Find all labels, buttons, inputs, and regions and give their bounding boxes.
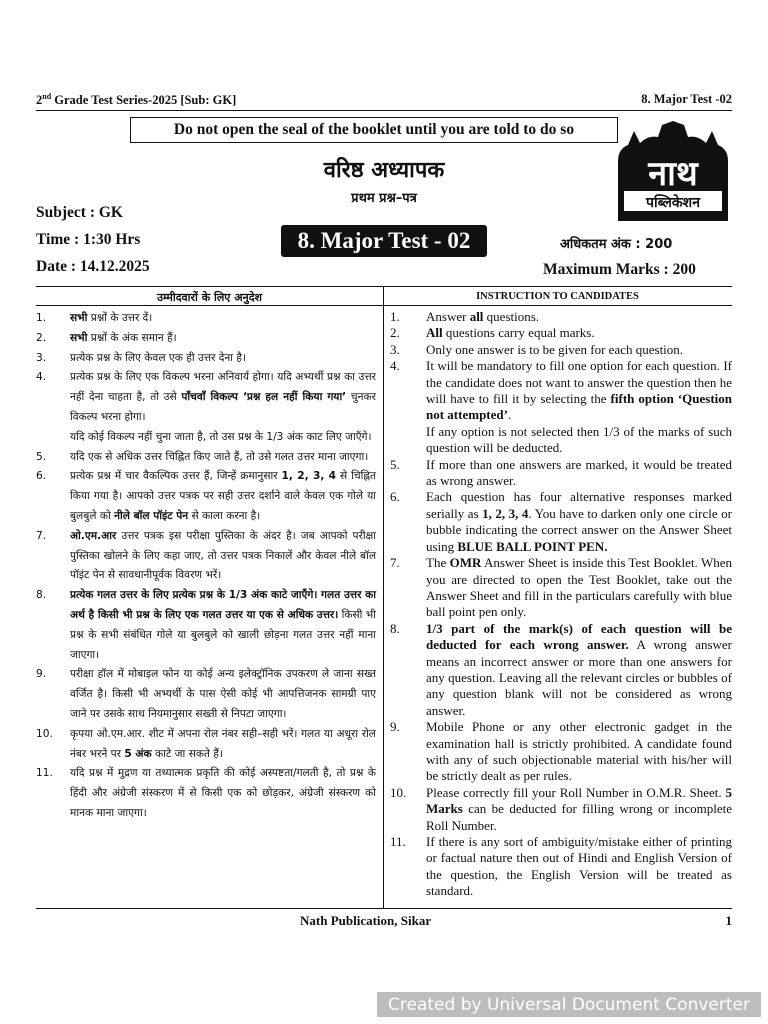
instruction-number: 4. (36, 371, 47, 384)
instruction-emphasis: all (469, 309, 484, 324)
instruction-emphasis: पाँचवाँ विकल्प ‘प्रश्न हल नहीं किया गया’ (181, 391, 347, 404)
instruction-fragment: Mobile Phone or any other electronic gadget in the examination hall is strictly prohibited. A candidate found with any of such objectionable material with his/her will be strictly dealt as per rules. (426, 719, 732, 784)
instruction-text (426, 555, 732, 621)
instruction-text (426, 358, 732, 456)
instructions-list-hindi (36, 309, 376, 824)
instruction-fragment: से काला करना है। (188, 509, 261, 522)
instruction-fragment: It will be mandatory to fill one option for each question. If the candidate does not want to answer the question then he will have to fill it by selecting the (426, 358, 732, 407)
instruction-item (36, 309, 376, 329)
instruction-note: यदि कोई विकल्प नहीं चुना जाता है, तो उस प्रश्न के 1/3 अंक काट लिए जाएँगे। (70, 430, 372, 443)
instruction-item (390, 325, 732, 341)
instruction-text (70, 665, 376, 724)
instruction-number: 9. (390, 719, 400, 735)
instruction-text (426, 457, 732, 490)
max-marks-hindi: अधिकतम अंक : 200 (560, 237, 673, 252)
instruction-fragment: यदि प्रश्न में मुद्रण या तथ्यात्मक प्रकृति की कोई अस्पष्टता/गलती है, तो प्रश्न के हिंदी और अंग्रेजी संस्करण में से किसी एक को छोड़कर, अंग्रेजी संस्करण को मानक माना जाएगा। (70, 767, 376, 819)
instruction-item (390, 489, 732, 555)
paper-subtitle-hindi: प्रथम प्रश्न–पत्र (351, 191, 417, 206)
instruction-number: 1. (36, 312, 47, 324)
publisher-footer: Nath Publication, Sikar (300, 913, 432, 928)
instruction-text (426, 342, 732, 358)
instruction-number: 8. (36, 589, 47, 602)
instruction-fragment: कृपया ओ.एम.आर. शीट में अपना रोल नंबर सही–सही भरें। गलत या अधूरा रोल नंबर भरने पर (70, 727, 376, 760)
instruction-text (426, 309, 732, 325)
instructions-list-english (390, 309, 732, 900)
instruction-fragment: If there is any sort of ambiguity/mistake either of printing or factual nature then out of Hindi and English Version of the question, the English Version will be treated as standard. (426, 834, 732, 899)
time-label: Time : 1:30 Hrs (36, 231, 141, 248)
instruction-fragment: can be deducted for filling wrong or incomplete Roll Number. (426, 801, 732, 833)
instruction-emphasis: All (426, 325, 443, 341)
instruction-text (426, 785, 732, 834)
test-name-badge: 8. Major Test - 02 (281, 225, 487, 257)
table-head-rule (36, 305, 732, 306)
instruction-fragment: प्रश्नों के उत्तर दें। (87, 312, 153, 324)
instruction-item (36, 764, 376, 823)
instruction-number: 4. (390, 358, 400, 374)
instruction-number: 5. (36, 450, 47, 463)
instruction-emphasis: OMR (449, 555, 482, 571)
instruction-number: 6. (36, 470, 47, 483)
instruction-item (36, 329, 376, 349)
instructions-heading-hindi: उम्मीदवारों के लिए अनुदेश (156, 291, 263, 304)
subject-label: Subject : GK (36, 204, 123, 221)
instruction-text (70, 764, 376, 823)
instruction-text (70, 527, 376, 586)
instruction-text (70, 725, 376, 765)
instruction-number: 9. (36, 668, 47, 681)
instruction-item (36, 368, 376, 447)
instruction-number: 7. (36, 529, 47, 542)
instruction-number: 2. (36, 331, 47, 344)
instruction-emphasis: 1, 2, 3, 4 (281, 470, 337, 483)
publisher-logo (614, 121, 732, 221)
instruction-fragment: से चिह्नित किया गया है। आपको उत्तर पत्रक पर सही उत्तर दर्शाने वाले केवल एक गोले या बुलबुले को (70, 470, 377, 522)
instruction-fragment: Only one answer is to be given for each question. (426, 341, 684, 357)
logo-main-text: नाथ (648, 154, 698, 194)
instruction-item (36, 527, 376, 586)
instruction-fragment: प्रश्नों के अंक समान हैं। (87, 331, 177, 344)
instruction-text (426, 834, 732, 900)
instruction-number: 5. (390, 456, 400, 472)
table-top-rule (36, 286, 732, 287)
instruction-item (390, 309, 732, 325)
instruction-item (36, 467, 376, 526)
instructions-heading-english: INSTRUCTION TO CANDIDATES (476, 291, 639, 302)
instruction-note: If any option is not selected then 1/3 of the marks of such question will be deducted. (426, 423, 732, 456)
instruction-item (390, 834, 732, 900)
instruction-fragment: Answer Sheet is inside this Test Booklet. When you are directed to open the Test Booklet, take out the Answer Sheet and fill in the particulars carefully with blue ball point pen only. (426, 555, 732, 620)
instruction-number: 8. (390, 620, 400, 636)
instruction-item (390, 358, 732, 456)
instruction-item (36, 665, 376, 724)
instruction-fragment: questions carry equal marks. (442, 325, 595, 341)
instruction-item (390, 457, 732, 490)
instruction-item (36, 586, 376, 665)
instruction-fragment: चुनकर विकल्प भरना होगा। (70, 391, 376, 423)
logo-sub-text: पब्लिकेशन (646, 195, 700, 211)
instruction-number: 3. (390, 341, 400, 357)
date-label: Date : 14.12.2025 (36, 258, 150, 275)
test-reference: 8. Major Test -02 (641, 92, 732, 106)
instruction-number: 10. (36, 727, 53, 740)
instruction-emphasis: fifth option ‘Question not attempted’ (426, 391, 732, 423)
instruction-text (70, 467, 376, 526)
instruction-item (36, 349, 376, 369)
instruction-fragment: प्रत्येक प्रश्न के लिए केवल एक ही उत्तर देना है। (70, 351, 247, 364)
instruction-fragment: questions. (483, 309, 540, 324)
instruction-text (70, 448, 376, 468)
instruction-number: 3. (36, 351, 47, 364)
instruction-emphasis: सभी (70, 312, 88, 324)
instruction-fragment: If more than one answers are marked, it would be treated as wrong answer. (426, 456, 732, 489)
instruction-number: 11. (390, 834, 406, 849)
footer-rule (36, 908, 732, 909)
instruction-emphasis: ओ.एम.आर (70, 529, 117, 542)
converter-watermark: Created by Universal Document Converter (377, 992, 761, 1017)
page-number: 1 (725, 913, 732, 928)
instruction-emphasis: प्रत्येक गलत उत्तर के लिए प्रत्येक प्रश्न के 1/3 अंक काटे जाएँगे। गलत उत्तर का अर्थ है किसी भी प्रश्न के लिए एक गलत उत्तर या एक से अधिक उत्तर। (70, 589, 376, 621)
instruction-text (70, 309, 376, 329)
seal-notice: Do not open the seal of the booklet until you are told to do so (130, 117, 618, 143)
instruction-fragment: उत्तर पत्रक इस परीक्षा पुस्तिका के अंदर है। जब आपको परीक्षा पुस्तिका खोलने के लिए कहा जाए, तो उत्तर पत्रक निकालें और केवल नीले बॉल पॉइंट पेन से सावधानीपूर्वक विवरण भरें। (70, 529, 376, 582)
instruction-number: 6. (390, 489, 400, 505)
header-rule (36, 110, 732, 111)
instruction-fragment: Answer (426, 309, 470, 324)
instruction-emphasis: BLUE BALL POINT PEN. (457, 538, 608, 554)
instruction-fragment: काटे जा सकते हैं। (151, 747, 223, 760)
instruction-fragment: Please correctly fill your Roll Number in O.M.R. Sheet. (426, 784, 726, 800)
instruction-text (426, 719, 732, 785)
instruction-text (426, 325, 732, 341)
instruction-number: 2. (390, 325, 400, 341)
instruction-item (390, 621, 732, 719)
instruction-text (70, 329, 376, 349)
instruction-emphasis: 1/3 part of the mark(s) of each question will be deducted for each wrong answer. (426, 620, 732, 653)
instruction-emphasis: 5 अंक (124, 747, 152, 760)
instruction-number: 10. (390, 784, 407, 800)
exam-title-hindi: वरिष्ठ अध्यापक (323, 158, 445, 183)
instruction-fragment: A wrong answer means an incorrect answer or more than one answers for any question. Leaving all the relevant circles or bubbles of any question blank will not be considered as wrong answer. (426, 637, 732, 718)
instruction-fragment: प्रत्येक प्रश्न के लिए एक विकल्प भरना अनिवार्य होगा। यदि अभ्यर्थी प्रश्न का उत्तर नहीं देना चाहता है, तो उसे (70, 371, 376, 404)
instruction-item (390, 555, 732, 621)
series-title: 2nd Grade Test Series-2025 [Sub: GK] (36, 92, 237, 108)
instruction-item (36, 725, 376, 765)
instruction-emphasis: सभी (70, 331, 88, 344)
instruction-fragment: किसी भी प्रश्न के सभी संबंधित गोले या बुलबुले को खाली छोड़ना गलत उत्तर नहीं माना जाएगा। (70, 608, 376, 661)
instruction-number: 7. (390, 555, 400, 571)
column-divider (383, 286, 384, 908)
instruction-fragment: परीक्षा हॉल में मोबाइल फोन या कोई अन्य इलेक्ट्रॉनिक उपकरण ले जाना सख्त वर्जित है। किसी भी अभ्यर्थी के पास ऐसी कोई भी आपत्तिजनक सामग्री पाए जाने पर उसके साथ नियमानुसार सख्ती से निपटा जाएगा। (70, 668, 376, 720)
instruction-item (36, 448, 376, 468)
instruction-number: 11. (36, 767, 53, 780)
instruction-fragment: . (507, 407, 512, 423)
instruction-fragment: यदि एक से अधिक उत्तर चिह्नित किए जाते हैं, तो उसे गलत उत्तर माना जाएगा। (70, 450, 369, 463)
instruction-number: 1. (390, 309, 400, 324)
instruction-emphasis: 1, 2, 3, 4 (482, 505, 529, 521)
instruction-fragment: . You have to darken only one circle or bubble indicating the correct answer on the Answer Sheet using (426, 505, 732, 554)
instruction-fragment: The (426, 555, 450, 571)
instruction-item (390, 785, 732, 834)
instruction-fragment: Each question has four alternative responses marked serially as (426, 489, 732, 521)
instruction-text (426, 489, 732, 555)
instruction-fragment: प्रत्येक प्रश्न में चार वैकल्पिक उत्तर हैं, जिन्हें क्रमानुसार (70, 470, 282, 483)
instruction-item (390, 719, 732, 785)
instruction-emphasis: नीले बॉल पॉइंट पेन (114, 509, 189, 522)
instruction-text (70, 368, 376, 447)
instruction-text (70, 349, 376, 369)
instruction-item (390, 342, 732, 358)
instruction-text (426, 621, 732, 719)
instruction-text (70, 586, 376, 665)
max-marks-english: Maximum Marks : 200 (543, 261, 696, 278)
instruction-emphasis: 5 Marks (426, 784, 732, 817)
